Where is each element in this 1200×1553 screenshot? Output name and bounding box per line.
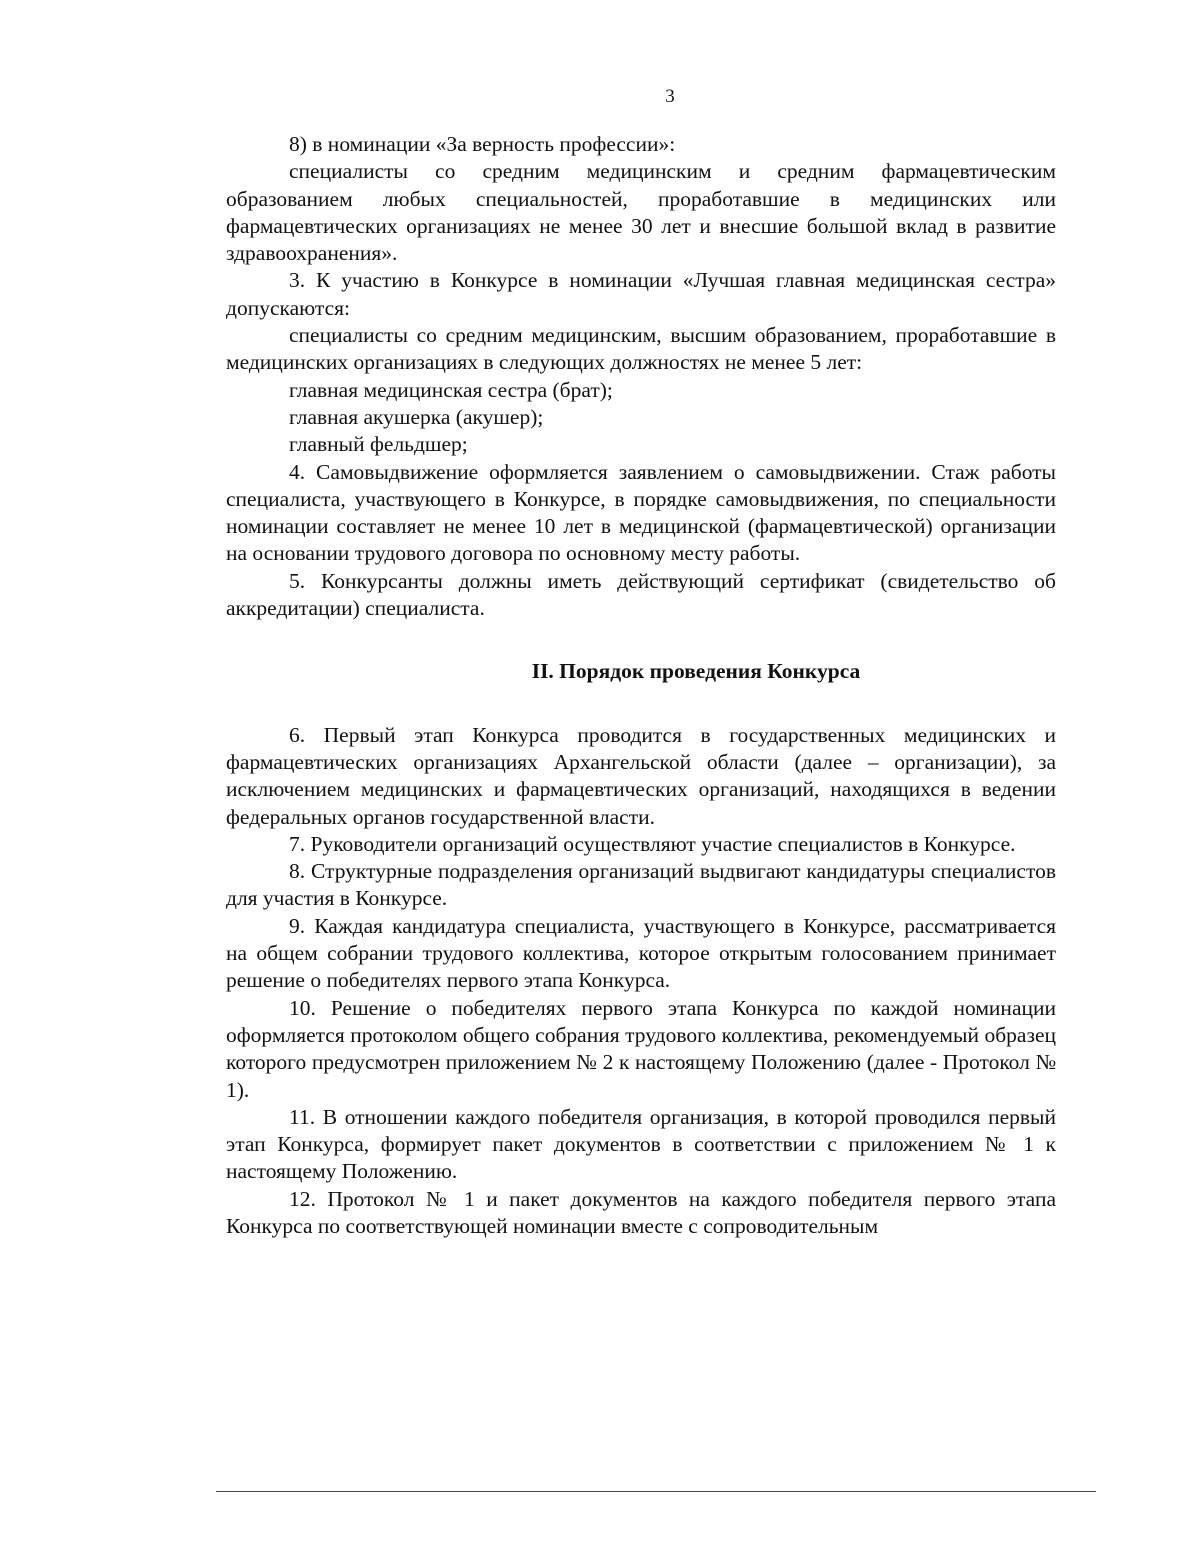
list-item-head-paramedic: главный фельдшер; [289,432,468,457]
bottom-rule [216,1491,1096,1492]
list-item-head-midwife: главная акушерка (акушер); [289,404,544,429]
document-body [226,131,1056,1240]
paragraph-12: 12. Протокол № 1 и пакет документов на каждого победителя первого этапа Конкурса по соответствующей номинации вместе с сопроводительным [226,1186,1056,1238]
paragraph-4: 4. Самовыдвижение оформляется заявлением о самовыдвижении. Стаж работы специалиста, участвующего в Конкурсе, в порядке самовыдвижения, по специальности номинации составляет не менее 10 лет в медицинской (фармацевтической) организации на основании трудового договора по основному месту работы. [226,459,1056,566]
section-title: II. Порядок проведения Конкурса [531,659,861,684]
paragraph-7: 7. Руководители организаций осуществляют участие специалистов в Конкурсе. [289,831,1016,856]
paragraph-6: 6. Первый этап Конкурса проводится в государственных медицинских и фармацевтических организациях Архангельской области (далее – организации), за исключением медицинских и фармацевтических организаций, находящихся в ведении федеральных органов государственной власти. [226,722,1056,829]
list-item-head-nurse: главная медицинская сестра (брат); [289,377,613,402]
paragraph-nomination-8-criteria: специалисты со средним медицинским и средним фармацевтическим образованием любых специальностей, проработавшие в медицинских или фармацевтических организациях не менее 30 лет и внесшие большой вклад в развитие здравоохранения». [226,159,1056,266]
paragraph-9: 9. Каждая кандидатура специалиста, участвующего в Конкурсе, рассматривается на общем собрании трудового коллектива, которое открытым голосованием принимает решение о победителях первого этапа Конкурса. [226,913,1056,993]
paragraph-3: 3. К участию в Конкурсе в номинации «Лучшая главная медицинская сестра» допускаются: [226,268,1056,320]
paragraph-10: 10. Решение о победителях первого этапа Конкурса по каждой номинации оформляется протоколом общего собрания трудового коллектива, рекомендуемый образец которого предусмотрен приложением № 2 к настоящему Положению (далее - Протокол № 1). [226,995,1056,1102]
paragraph-11: 11. В отношении каждого победителя организация, в которой проводился первый этап Конкурса, формирует пакет документов в соответствии с приложением № 1 к настоящему Положению. [226,1104,1056,1184]
paragraph-8: 8. Структурные подразделения организаций выдвигают кандидатуры специалистов для участия в Конкурсе. [226,859,1056,911]
page-number: 3 [665,86,675,107]
paragraph-5: 5. Конкурсанты должны иметь действующий сертификат (свидетельство об аккредитации) специалиста. [226,568,1056,621]
paragraph-nomination-8: 8) в номинации «За верность профессии»: [289,132,676,156]
paragraph-3-criteria: специалисты со средним медицинским, высшим образованием, проработавшие в медицинских организациях в следующих должностях не менее 5 лет: [226,323,1056,375]
